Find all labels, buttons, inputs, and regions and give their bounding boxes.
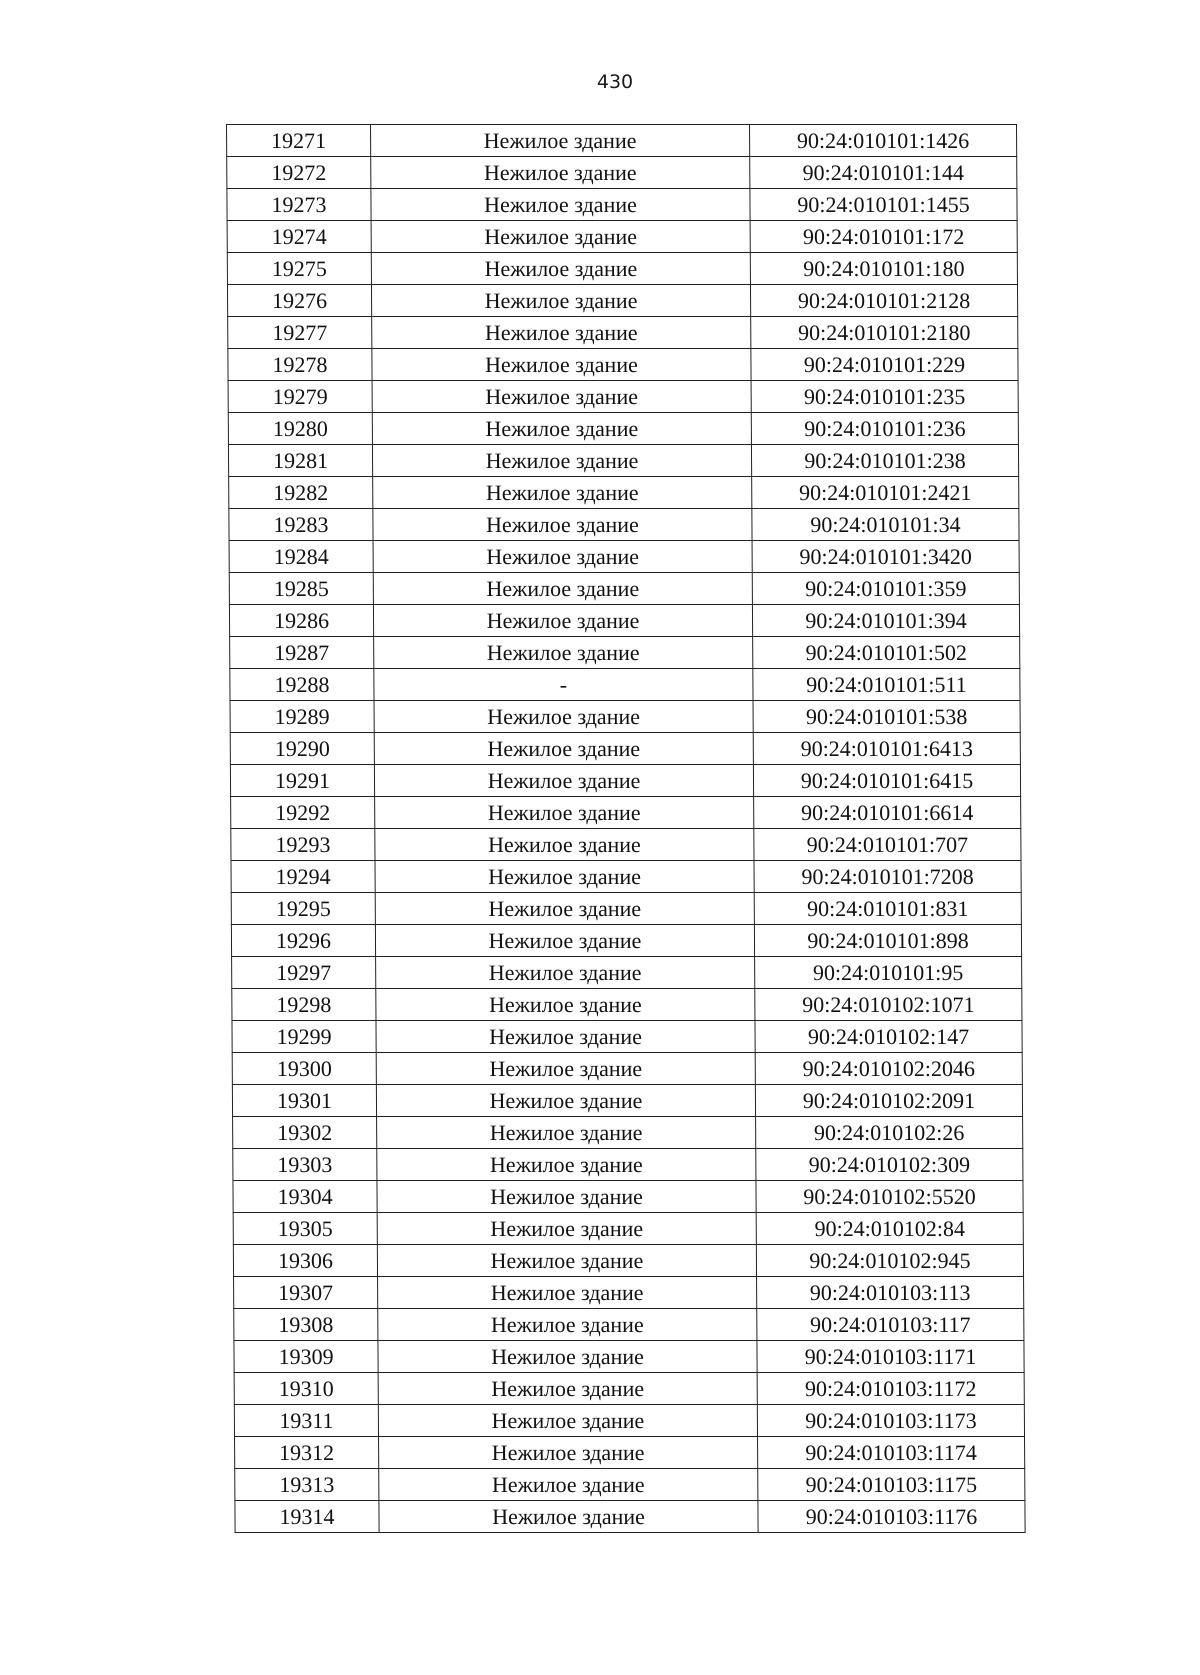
registry-table-container [226, 124, 1025, 1533]
record-number-cell: 19298 [232, 989, 376, 1021]
table-row [235, 1501, 1025, 1533]
table-row [228, 413, 1018, 445]
table-row [228, 445, 1018, 477]
cadastral-number-cell: 90:24:010103:113 [757, 1277, 1024, 1309]
object-type-cell: Нежилое здание [378, 1341, 757, 1373]
table-row [227, 221, 1017, 253]
cadastral-number-cell: 90:24:010101:2128 [750, 285, 1017, 317]
cadastral-number-cell: 90:24:010102:2091 [755, 1085, 1022, 1117]
table-row [227, 189, 1017, 221]
record-number-cell: 19278 [228, 349, 372, 381]
object-type-cell: Нежилое здание [371, 125, 750, 157]
object-type-cell: Нежилое здание [378, 1277, 757, 1309]
record-number-cell: 19273 [227, 189, 371, 221]
record-number-cell: 19296 [231, 925, 375, 957]
table-row [228, 381, 1018, 413]
object-type-cell: Нежилое здание [379, 1469, 758, 1501]
cadastral-number-cell: 90:24:010101:1426 [750, 125, 1017, 157]
cadastral-number-cell: 90:24:010101:34 [752, 509, 1019, 541]
cadastral-number-cell: 90:24:010103:1176 [758, 1501, 1025, 1533]
cadastral-number-cell: 90:24:010102:26 [756, 1117, 1023, 1149]
cadastral-number-cell: 90:24:010101:229 [751, 349, 1018, 381]
object-type-cell: Нежилое здание [371, 253, 750, 285]
record-number-cell: 19310 [234, 1373, 378, 1405]
record-number-cell: 19291 [230, 765, 374, 797]
table-row [234, 1405, 1024, 1437]
cadastral-number-cell: 90:24:010101:6614 [754, 797, 1021, 829]
cadastral-number-cell: 90:24:010101:95 [755, 957, 1022, 989]
table-row [229, 509, 1019, 541]
record-number-cell: 19307 [234, 1277, 378, 1309]
cadastral-number-cell: 90:24:010102:5520 [756, 1181, 1023, 1213]
cadastral-number-cell: 90:24:010101:394 [752, 605, 1019, 637]
record-number-cell: 19279 [228, 381, 372, 413]
record-number-cell: 19313 [235, 1469, 379, 1501]
object-type-cell: Нежилое здание [379, 1437, 758, 1469]
record-number-cell: 19308 [234, 1309, 378, 1341]
object-type-cell: Нежилое здание [373, 605, 752, 637]
object-type-cell: Нежилое здание [374, 637, 753, 669]
cadastral-number-cell: 90:24:010101:7208 [754, 861, 1021, 893]
record-number-cell: 19304 [233, 1181, 377, 1213]
cadastral-number-cell: 90:24:010103:1171 [757, 1341, 1024, 1373]
object-type-cell: Нежилое здание [372, 445, 751, 477]
record-number-cell: 19292 [231, 797, 375, 829]
table-row [232, 1053, 1022, 1085]
cadastral-number-cell: 90:24:010102:147 [755, 1021, 1022, 1053]
object-type-cell: Нежилое здание [377, 1245, 756, 1277]
cadastral-number-cell: 90:24:010101:511 [753, 669, 1020, 701]
cadastral-number-cell: 90:24:010103:1173 [757, 1405, 1024, 1437]
record-number-cell: 19285 [229, 573, 373, 605]
record-number-cell: 19286 [229, 605, 373, 637]
object-type-cell: Нежилое здание [372, 413, 751, 445]
object-type-cell: Нежилое здание [375, 925, 754, 957]
object-type-cell: Нежилое здание [376, 957, 755, 989]
object-type-cell: Нежилое здание [374, 733, 753, 765]
object-type-cell: Нежилое здание [374, 765, 753, 797]
table-row [234, 1277, 1024, 1309]
record-number-cell: 19272 [227, 157, 371, 189]
cadastral-number-cell: 90:24:010102:2046 [755, 1053, 1022, 1085]
object-type-cell: Нежилое здание [375, 893, 754, 925]
object-type-cell: Нежилое здание [375, 861, 754, 893]
object-type-cell: Нежилое здание [373, 541, 752, 573]
record-number-cell: 19276 [227, 285, 371, 317]
object-type-cell: Нежилое здание [373, 477, 752, 509]
object-type-cell: Нежилое здание [375, 829, 754, 861]
record-number-cell: 19309 [234, 1341, 378, 1373]
cadastral-number-cell: 90:24:010101:144 [750, 157, 1017, 189]
object-type-cell: Нежилое здание [374, 701, 753, 733]
cadastral-number-cell: 90:24:010101:502 [753, 637, 1020, 669]
cadastral-number-cell: 90:24:010102:84 [756, 1213, 1023, 1245]
cadastral-number-cell: 90:24:010102:945 [756, 1245, 1023, 1277]
table-row [234, 1341, 1024, 1373]
table-row [233, 1117, 1023, 1149]
table-row [234, 1373, 1024, 1405]
table-row [228, 349, 1018, 381]
object-type-cell: Нежилое здание [377, 1213, 756, 1245]
object-type-cell: Нежилое здание [376, 1053, 755, 1085]
table-row [229, 477, 1019, 509]
record-number-cell: 19274 [227, 221, 371, 253]
table-row [227, 285, 1017, 317]
cadastral-number-cell: 90:24:010101:898 [754, 925, 1021, 957]
record-number-cell: 19295 [231, 893, 375, 925]
record-number-cell: 19311 [234, 1405, 378, 1437]
record-number-cell: 19297 [232, 957, 376, 989]
table-row [233, 1181, 1023, 1213]
table-row [229, 605, 1019, 637]
table-row [229, 541, 1019, 573]
table-row [230, 637, 1020, 669]
record-number-cell: 19275 [227, 253, 371, 285]
record-number-cell: 19283 [229, 509, 373, 541]
table-row [232, 989, 1022, 1021]
cadastral-number-cell: 90:24:010101:538 [753, 701, 1020, 733]
table-row [231, 797, 1021, 829]
cadastral-number-cell: 90:24:010101:707 [754, 829, 1021, 861]
table-row [233, 1149, 1023, 1181]
object-type-cell: Нежилое здание [377, 1149, 756, 1181]
object-type-cell: Нежилое здание [376, 1021, 755, 1053]
cadastral-number-cell: 90:24:010101:2421 [752, 477, 1019, 509]
record-number-cell: 19312 [235, 1437, 379, 1469]
cadastral-number-cell: 90:24:010103:1175 [758, 1469, 1025, 1501]
cadastral-number-cell: 90:24:010101:236 [751, 413, 1018, 445]
record-number-cell: 19300 [232, 1053, 376, 1085]
record-number-cell: 19294 [231, 861, 375, 893]
object-type-cell: Нежилое здание [371, 285, 750, 317]
record-number-cell: 19271 [227, 125, 371, 157]
registry-table [226, 124, 1026, 1533]
record-number-cell: 19299 [232, 1021, 376, 1053]
record-number-cell: 19289 [230, 701, 374, 733]
table-row [230, 765, 1020, 797]
record-number-cell: 19302 [233, 1117, 377, 1149]
cadastral-number-cell: 90:24:010102:1071 [755, 989, 1022, 1021]
table-row [229, 573, 1019, 605]
record-number-cell: 19282 [229, 477, 373, 509]
cadastral-number-cell: 90:24:010101:6413 [753, 733, 1020, 765]
table-row [231, 893, 1021, 925]
record-number-cell: 19280 [228, 413, 372, 445]
table-row [231, 861, 1021, 893]
table-row [233, 1213, 1023, 1245]
table-row [227, 253, 1017, 285]
cadastral-number-cell: 90:24:010101:180 [750, 253, 1017, 285]
cadastral-number-cell: 90:24:010101:831 [754, 893, 1021, 925]
object-type-cell: Нежилое здание [371, 157, 750, 189]
object-type-cell: Нежилое здание [372, 381, 751, 413]
object-type-cell: Нежилое здание [371, 189, 750, 221]
record-number-cell: 19306 [233, 1245, 377, 1277]
cadastral-number-cell: 90:24:010101:172 [750, 221, 1017, 253]
table-row [232, 1085, 1022, 1117]
table-row [231, 829, 1021, 861]
cadastral-number-cell: 90:24:010102:309 [756, 1149, 1023, 1181]
table-row [235, 1469, 1025, 1501]
record-number-cell: 19305 [233, 1213, 377, 1245]
record-number-cell: 19293 [231, 829, 375, 861]
cadastral-number-cell: 90:24:010101:3420 [752, 541, 1019, 573]
table-row [228, 317, 1018, 349]
object-type-cell: Нежилое здание [372, 349, 751, 381]
record-number-cell: 19287 [230, 637, 374, 669]
object-type-cell: Нежилое здание [372, 317, 751, 349]
record-number-cell: 19314 [235, 1501, 379, 1533]
object-type-cell: Нежилое здание [376, 1085, 755, 1117]
record-number-cell: 19281 [228, 445, 372, 477]
cadastral-number-cell: 90:24:010103:1174 [758, 1437, 1025, 1469]
object-type-cell: Нежилое здание [377, 1181, 756, 1213]
table-row [230, 701, 1020, 733]
table-row [232, 957, 1022, 989]
table-row [230, 733, 1020, 765]
cadastral-number-cell: 90:24:010101:235 [751, 381, 1018, 413]
object-type-cell: Нежилое здание [379, 1501, 758, 1533]
object-type-cell: Нежилое здание [371, 221, 750, 253]
object-type-cell: Нежилое здание [376, 989, 755, 1021]
record-number-cell: 19290 [230, 733, 374, 765]
record-number-cell: 19288 [230, 669, 374, 701]
object-type-cell: Нежилое здание [378, 1405, 757, 1437]
object-type-cell: Нежилое здание [373, 509, 752, 541]
cadastral-number-cell: 90:24:010101:359 [752, 573, 1019, 605]
cadastral-number-cell: 90:24:010103:117 [757, 1309, 1024, 1341]
cadastral-number-cell: 90:24:010101:2180 [751, 317, 1018, 349]
record-number-cell: 19303 [233, 1149, 377, 1181]
object-type-cell: Нежилое здание [373, 573, 752, 605]
table-row [233, 1245, 1023, 1277]
table-row [234, 1309, 1024, 1341]
registry-table-body [227, 125, 1026, 1533]
object-type-cell: - [374, 669, 753, 701]
table-row [232, 1021, 1022, 1053]
object-type-cell: Нежилое здание [377, 1117, 756, 1149]
record-number-cell: 19284 [229, 541, 373, 573]
cadastral-number-cell: 90:24:010101:238 [751, 445, 1018, 477]
table-row [235, 1437, 1025, 1469]
object-type-cell: Нежилое здание [378, 1373, 757, 1405]
table-row [227, 125, 1017, 157]
object-type-cell: Нежилое здание [378, 1309, 757, 1341]
cadastral-number-cell: 90:24:010101:1455 [750, 189, 1017, 221]
object-type-cell: Нежилое здание [375, 797, 754, 829]
table-row [227, 157, 1017, 189]
table-row [230, 669, 1020, 701]
page-number: 430 [596, 71, 634, 93]
cadastral-number-cell: 90:24:010103:1172 [757, 1373, 1024, 1405]
record-number-cell: 19277 [228, 317, 372, 349]
table-row [231, 925, 1021, 957]
cadastral-number-cell: 90:24:010101:6415 [753, 765, 1020, 797]
record-number-cell: 19301 [232, 1085, 376, 1117]
